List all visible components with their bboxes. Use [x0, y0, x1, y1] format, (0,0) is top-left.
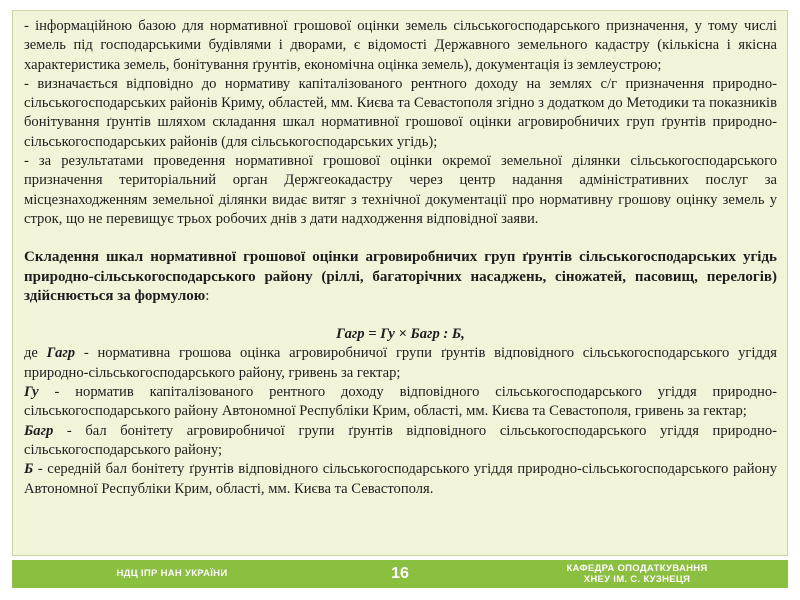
definition-text: - нормативна грошова оцінка агровиробничої групи ґрунтів відповідного сільськогосподарського угіддя природно-сільськогосподарського району, гривень за гектар;	[24, 345, 777, 381]
spacer	[24, 229, 777, 248]
definition-b	[24, 460, 777, 499]
bullet-info-base: - інформаційною базою для нормативної грошової оцінки земель сільськогосподарського призначення, у тому числі земель під господарськими будівлями і дворами, є відомості Державного земельного кадастру (кількісна і якісна характеристика земель, бонітування ґрунтів, економічна оцінка земель), документація із землеустрою;	[24, 18, 777, 73]
formula: Гагр = Гу × Багр : Б,	[336, 326, 465, 343]
footer-organization: НДЦ ІПР НАН УКРАЇНИ	[116, 568, 228, 579]
definition-gu	[24, 383, 777, 422]
definition-prefix: де	[24, 345, 47, 362]
definition-bagr	[24, 422, 777, 461]
definition-term: Б	[24, 461, 34, 478]
footer-department-line1: КАФЕДРА ОПОДАТКУВАННЯ	[566, 563, 708, 574]
definition-text: - бал бонітету агровиробничої групи ґрунтів відповідного сільськогосподарського угіддя природно-сільськогосподарського району;	[24, 422, 777, 458]
formula-heading	[24, 248, 777, 306]
formula-heading-colon: :	[205, 287, 210, 304]
formula-heading-text: Складення шкал нормативної грошової оцінки агровиробничих груп ґрунтів сільськогосподарських угідь природно-сільськогосподарського району (ріллі, багаторічних насаджень, сіножатей, пасовищ, перелогів) здійснюється за формулою	[24, 249, 777, 304]
footer-department-line2: ХНЕУ ІМ. С. КУЗНЕЦЯ	[583, 574, 691, 585]
definition-term: Багр	[24, 422, 54, 439]
bullet-extract: - за результатами проведення нормативної грошової оцінки окремої земельної ділянки сільськогосподарського призначення територіальний орган Держгеокадастру через центр надання адміністративних послуг за місцезнаходженням земельної ділянки видає витяг з технічної документації про нормативну грошову оцінку земель у строк, що не перевищує трьох робочих днів з дати надходження відповідної заяви.	[24, 153, 777, 227]
definition-text: - норматив капіталізованого рентного доходу відповідного сільськогосподарського угіддя природно-сільськогосподарського району Автономної Республіки Крим, області, мм. Києва та Севастополя, гривень за гектар;	[24, 384, 777, 420]
slide-content	[12, 10, 788, 556]
definition-text: - середній бал бонітету ґрунтів відповідного сільськогосподарського угіддя природно-сільськогосподарського району Автономної Республіки Крим, області, мм. Києва та Севастополя.	[24, 461, 777, 497]
bullet-determination: - визначається відповідно до нормативу капіталізованого рентного доходу на землях с/г призначення природно-сільськогосподарських районів Криму, областей, мм. Києва та Севастополя згідно з додатком до Методики та показників бонітування ґрунтів шляхом складання шкал нормативної грошової оцінки агровиробничих груп ґрунтів природно-сільськогосподарських районів (для сільськогосподарських угідь);	[24, 75, 777, 150]
page-number: 16	[391, 565, 409, 582]
definition-gagr	[24, 344, 777, 383]
definition-term: Гагр	[46, 345, 76, 362]
footer-bar	[12, 560, 788, 588]
definition-term: Гу	[24, 384, 39, 401]
footer-department	[512, 563, 762, 587]
